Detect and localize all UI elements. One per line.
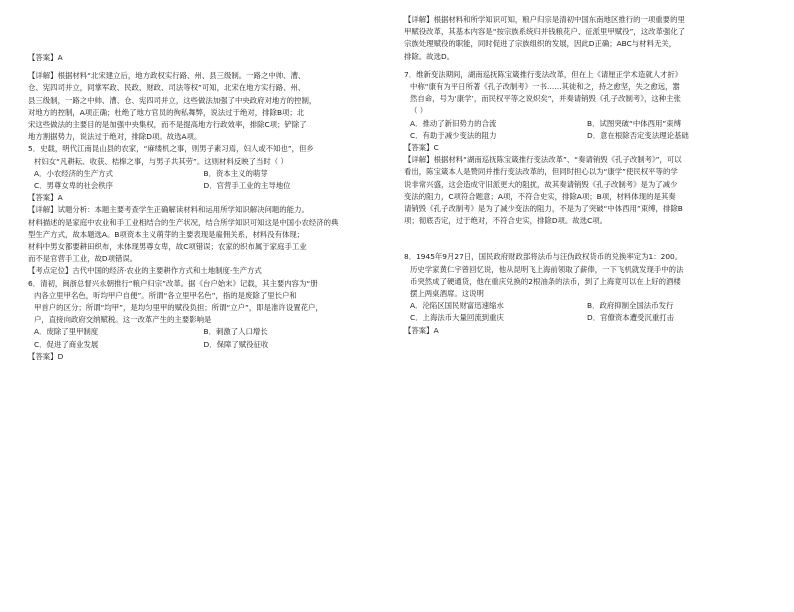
explanation-line: 宗族处理赋役的职能，同时促进了宗族组织的发展，因此D正确；ABC与材料无关，: [404, 39, 677, 49]
question-7-stem: 7．维新变法期间，湖南巡抚陈宝箴推行变法改革，但在上《请厘正学术造就人才折》: [404, 69, 683, 79]
option-d: D．官营手工业的主导地位: [203, 181, 291, 191]
question-5-stem: 村妇女“凡耕耘、收获、桔槔之事，与男子共其劳”。这则材料反映了当时（ ）: [34, 156, 288, 166]
option-c: C．男尊女卑的社会秩序: [34, 181, 114, 191]
answer-label: 【答案】A: [28, 193, 63, 203]
explanation-line: 甲赋役改革，其基本内容是“按宗族系统归并钱粮花户、征派里甲赋役”，这改革强化了: [404, 27, 686, 37]
question-6-stem: 户，直接向政府交纳赋税。这一改革产生的主要影响是: [34, 315, 212, 325]
option-c: C．促进了商业发展: [34, 339, 99, 349]
explanation-line: 材料描述的是家庭中农业和手工业相结合的生产状况，结合所学知识可知这是中国小农经济的典: [28, 217, 339, 227]
explanation-line: 项；彻底否定，过于绝对，不符合史实，排除D项。故选C项。: [404, 216, 608, 226]
explanation-line: 地方割据势力，说法过于绝对，排除D项。故选A项。: [28, 132, 202, 142]
option-a: A．推动了新旧势力的合流: [410, 118, 497, 128]
question-6-stem: 内各立里甲名色，听均甲户自便”。所谓“各立里甲名色”，指的是废除了里长户和: [34, 290, 297, 300]
option-d: D．保障了赋役征收: [203, 339, 269, 349]
question-8-stem: 8．1945年9月27日，国民政府财政部将法币与汪伪政权货币的兑换率定为1：200。: [404, 252, 683, 262]
answer-label: 【答案】A: [28, 53, 63, 62]
explanation-line: 变法的阻力，C项符合题意；A项，不符合史实，排除A项；B项，材料体现的是其奏: [404, 191, 676, 201]
explanation-line: 请销毁《孔子改制考》是为了减少变法的阻力，不是为了突破“中体西用”束缚，排除B: [404, 204, 683, 214]
question-6-options: [28, 326, 373, 350]
explanation-line: 【详解】根据材料“湖南巡抚陈宝箴推行变法改革”、“奏请销毁《孔子改制考》”，可以: [404, 155, 682, 165]
explanation-line: 【详解】根据材料和所学知识可知，粮户归宗是清初中国东南地区推行的一项重要的里: [404, 15, 685, 24]
option-a: A．小农经济的生产方式: [34, 168, 113, 178]
option-b: B．试图突破“中体西用”束缚: [587, 118, 682, 128]
explanation-line: 【详解】根据材料“北宋建立后，地方政权实行路、州、县三级制。一路之中帅、漕、: [28, 71, 306, 81]
option-c: C．有助于减少变法的阻力: [410, 130, 497, 140]
option-a: A．沦陷区国民财富迅速缩水: [410, 301, 504, 311]
explanation-line: 宋这些做法的主要目的是加强中央集权，而不是提高地方行政效率，排除C项；铲除了: [28, 120, 307, 130]
explanation-line: 型生产方式，故本题选A。B项资本主义萌芽的主要表现是雇佣关系，材料没有体现；: [28, 229, 305, 239]
option-b: B．政府抑制全国法币发行: [587, 301, 674, 311]
explanation-line: 说非常兴盛，这会造成守旧派更大的阻扰，故其奏请销毁《孔子改制考》是为了减少: [404, 179, 678, 189]
explanation-line: 排除。故选D。: [404, 51, 455, 61]
explanation-line: 仓、宪四司并立，同掌军政、民政、财政、司法等权”可知，北宋在地方实行路、州、: [28, 83, 306, 93]
question-7-options: [404, 118, 764, 142]
option-c: C．上海法币大量回流到重庆: [410, 313, 504, 323]
option-b: B．刺激了人口增长: [203, 327, 268, 337]
explanation-line: 看出，陈宝箴本人是赞同并推行变法改革的，但同时担心以为“康学”使民权平等的学: [404, 167, 678, 177]
answer-label: 【答案】C: [404, 143, 439, 153]
answer-label: 【答案】D: [28, 351, 64, 361]
explanation-line: 县三级制，一路之中帅、漕、仓、宪四司并立，这些做法加强了中央政府对地方的控制，: [28, 95, 317, 105]
option-a: A．废除了里甲制度: [34, 327, 99, 337]
knowledge-point: 【考点定位】古代中国的经济·农业的主要耕作方式和土地制度·生产方式: [28, 266, 262, 276]
question-5-options: [28, 168, 373, 192]
right-page: [404, 0, 764, 574]
question-6-stem: 甲首户的区分；所谓“均甲”，是均匀里甲的赋役负担；所谓“立户”，即是准许设置花户，: [34, 303, 323, 313]
question-8-options: [404, 300, 764, 324]
answer-label: 【答案】A: [404, 325, 439, 335]
question-6-stem: 6．清初，闽浙总督兴永朝推行“粮户归宗”改革。据《台户始末》记载，其主要内容为“册: [28, 278, 318, 288]
question-7-stem: 然自命，号为‘康学’，而民权平等之说炽矣”，并奏请销毁《孔子改制考》，这种主张: [410, 94, 681, 104]
question-5-stem: 5．史载，明代江南昆山县的农家，“麻缕机之事，则男子素习焉，妇人或不知也”，但乡: [28, 144, 314, 154]
explanation-line: 【详解】试题分析：本题主要考查学生正确解读材料和运用所学知识解决问题的能力。: [28, 205, 309, 215]
option-d: D．意在根除否定变法理论基础: [587, 130, 689, 140]
explanation-line: 材料中男女都要耕田织布，未体现男尊女卑，故C项错误；农家的织布属于家庭手工业: [28, 242, 307, 252]
option-d: D．官僚资本遭受沉重打击: [587, 313, 674, 323]
question-8-stem: 摆上两桌酒席。这说明: [410, 289, 484, 299]
option-b: B．资本主义的萌芽: [203, 168, 268, 178]
question-8-stem: 币突然成了硬通货，他在重庆兑换的2根油条的法币，到了上海竟可以在上好的酒楼: [410, 276, 681, 286]
question-8-stem: 历史学家黄仁宇曾回忆说，他从昆明飞上海前领取了薪俸，一下飞机就发现手中的法: [410, 264, 684, 274]
explanation-line: 对地方的控制，A项正确；杜绝了地方官员的徇私舞弊，说法过于绝对，排除B项；北: [28, 107, 305, 117]
left-page: [28, 0, 373, 612]
question-7-stem: （ ）: [410, 106, 428, 116]
explanation-line: 而不是官营手工业，故D项错误。: [28, 254, 138, 264]
question-7-stem: 中称“康有为平日所著《孔子改制考》一书……其徒和之，持之愈坚，失之愈远，嚣: [410, 82, 680, 92]
